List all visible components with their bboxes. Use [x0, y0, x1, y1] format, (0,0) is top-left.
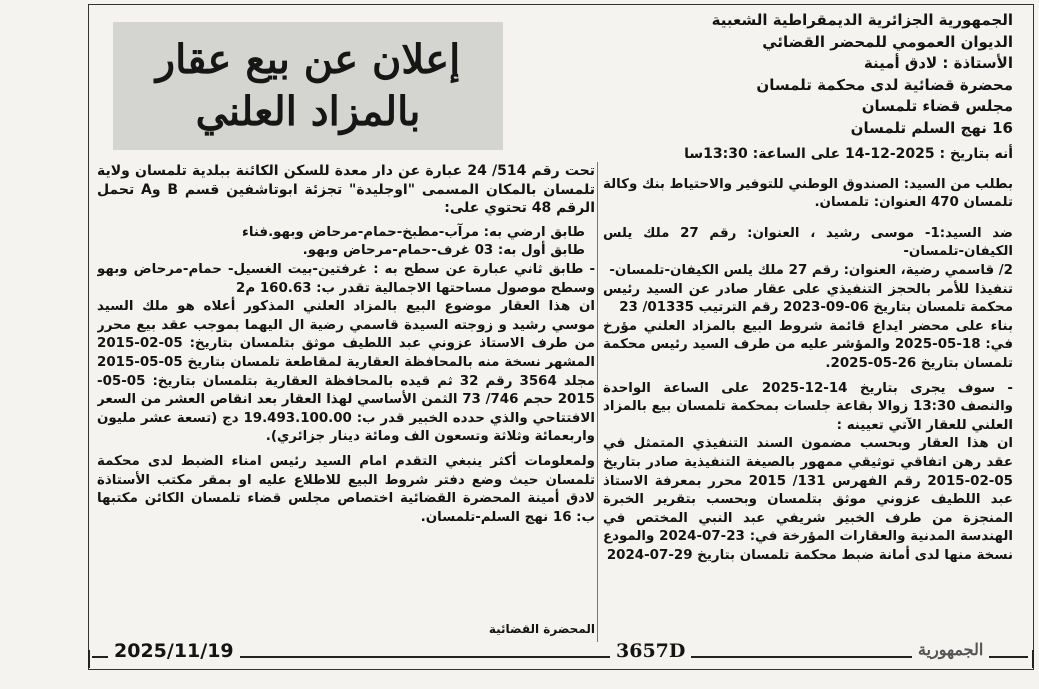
info-paragraph: ولمعلومات أكثر ينبغي التقدم امام السيد رئيس امناء الضبط لدى محكمة تلمسان حيث وضع دفتر شروط البيع للاطلاع عليه او بمقر مكتب الأستاذة لادق أمينة المحضرة القضائية اختصاص مجلس قضاء تلمسان الكائن مكتبها ب: 16 نهج السلم-تلمسان. [97, 453, 595, 525]
title-line-1: إعلان عن بيع عقار [155, 36, 461, 83]
floor-second: - طابق ثاني عبارة عن سطح به : غرفتين-بيت الغسيل- حمام-مرحاض وبهو وسطح موصول مساحتها الاجمالية تقدر ب: 160.63 م2 [97, 261, 595, 296]
ownership-paragraph: ان هذا العقار موضوع البيع بالمزاد العلني المذكور أعلاه هو ملك السيد موسي رشيد و زوجته السيدة قاسمي رضية ال اليهما بموجب عقد بيع محرر من طرف الاستاذ عزوني عبد اللطيف موثق بتلمسان بتاريخ: 05-02-2015 المشهر نسخة منه بالمحافظة العقارية لمقاطعة تلمسان بتاريخ 05-05-2015 مجلد 3564 رقم 32 ثم قيده بالمحافظة العقارية بتلمسان بتاريخ: 05-05-2015 حجم 746/ 73 الثمن الأساسي لهذا العقار بعد انقاص العشر من السعر الافتتاحي والذي حدده الخبير قدر ب: 19.493.100.00 دج (تسعة عشر مليون واربعمائة وثلاثة وتسعون الف ومائة دينار جزائري). [97, 299, 595, 445]
against-1: ضد السيد:1- موسى رشيد ، العنوان: رقم 27 ملك يلس الكيفان-تلمسان- [603, 225, 1013, 260]
page-footer [92, 640, 1028, 670]
header-line: الأستاذة : لادق أمينة [863, 54, 1013, 72]
footer-corner-left [88, 650, 96, 668]
right-column [603, 10, 1013, 646]
property-paragraph: ان هذا العقار وبحسب مضمون السند التنفيذي المتمثل في عقد رهن اتفاقي توثيقي ممهور بالصيغة التنفيذية صادر بتاريخ 05-02-2015 رقم الفهرس 131/ 2015 محرر بمعرفة الاستاذ عبد اللطيف عزوني موثق بتلمسان وبحسب بتقرير الخبرة المنجزة من طرف الخبير شريفي عبد النبي المختص في الهندسة المدنية والعقارات المؤرخة في: 23-07-2024 والمودع نسخة منها لدى أمانة ضبط محكمة تلمسان بتاريخ 29-07-2024 [603, 436, 1013, 563]
footer-corner-right [1026, 650, 1034, 668]
sale-paragraph: - سوف يجرى بتاريخ 14-12-2025 على الساعة الواحدة والنصف 13:30 زوالا بقاعة جلسات بمحكمة تلمسان بيع بالمزاد العلني للعقار الآتي تعيينه : [603, 380, 1013, 433]
header-line: محضرة قضائية لدى محكمة تلمسان [756, 75, 1013, 94]
floor-first: طابق أول به: 03 غرف-حمام-مرحاض وبهو. [302, 243, 585, 259]
header-line: الديوان العمومي للمحضر القضائي [762, 32, 1013, 51]
signature: المحضرة القضائية [488, 622, 595, 636]
footer-date: 2025/11/19 [108, 640, 240, 662]
property-intro: تحت رقم 514/ 24 عبارة عن دار معدة للسكن الكائنة ببلدية تلمسان ولاية تلمسان بالمكان المسمى "اوجليدة" تجزئة ابوتاشفين قسم B وA تحمل الرقم 48 تحتوي على: [97, 163, 595, 217]
execution-order: تنفيذا للأمر بالحجز التنفيذي على عقار صادر عن السيد رئيس محكمة تلمسان بتاريخ 06-09-2023 رقم الترتيب 01335/ 23 [603, 281, 1013, 316]
announcement-title-box [113, 22, 503, 150]
office-header [603, 10, 1013, 139]
floor-ground: طابق ارضي به: مرآب-مطبخ-حمام-مرحاض وبهو.فناء [241, 224, 585, 240]
column-divider [597, 162, 598, 642]
requester-paragraph: بطلب من السيد: الصندوق الوطني للتوفير والاحتياط بنك وكالة تلمسان 470 العنوان: تلمسان. [603, 176, 1013, 211]
title-line-2: بالمزاد العلني [195, 88, 421, 135]
header-line: الجمهورية الجزائرية الديمقراطية الشعبية [711, 11, 1013, 29]
header-line: مجلس قضاء تلمسان [861, 97, 1013, 115]
announce-date: أنه بتاريخ : 2025-12-14 على الساعة: 13:30سا [684, 146, 1013, 162]
header-line: 16 نهج السلم تلمسان [850, 118, 1013, 137]
newspaper-page [95, 6, 1025, 666]
newspaper-logo: الجمهورية [912, 640, 989, 659]
footer-issue-number: 3657D [610, 640, 691, 662]
deposit-paragraph: بناء على محضر ايداع قائمة شروط البيع بالمزاد العلني مؤرخ في: 18-05-2025 والمؤشر عليه من طرف السيد رئيس محكمة تلمسان بتاريخ 26-05-2025. [603, 318, 1013, 371]
against-2: 2/ قاسمي رضية، العنوان: رقم 27 ملك يلس الكيفان-تلمسان- [609, 262, 1013, 278]
